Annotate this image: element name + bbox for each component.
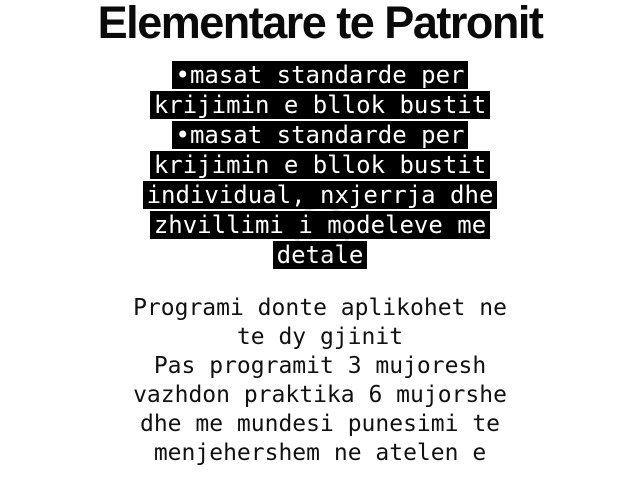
highlighted-line: individual, nxjerrja dhe — [0, 180, 640, 210]
description-line: Pas programit 3 mujoresh — [153, 353, 487, 379]
page-title: Elementare te Patronit — [97, 0, 543, 48]
watermark-logo-icon — [290, 200, 354, 264]
highlighted-line: •masat standarde per — [0, 60, 640, 90]
description-line: vazhdon praktika 6 mujorshe — [133, 382, 507, 408]
highlighted-line: zhvillimi i modeleve me — [0, 210, 640, 240]
highlighted-line: detale — [0, 240, 640, 270]
highlighted-line: •masat standarde per — [0, 120, 640, 150]
description-line: Programi donte aplikohet ne — [133, 295, 507, 321]
description-line: te dy gjinit — [236, 324, 404, 350]
highlighted-line: krijimin e bllok bustit — [0, 150, 640, 180]
program-description — [0, 294, 640, 468]
highlighted-line: krijimin e bllok bustit — [0, 90, 640, 120]
description-line: dhe me mundesi punesimi te — [139, 411, 501, 437]
description-line: menjehershem ne atelen e — [153, 440, 487, 466]
